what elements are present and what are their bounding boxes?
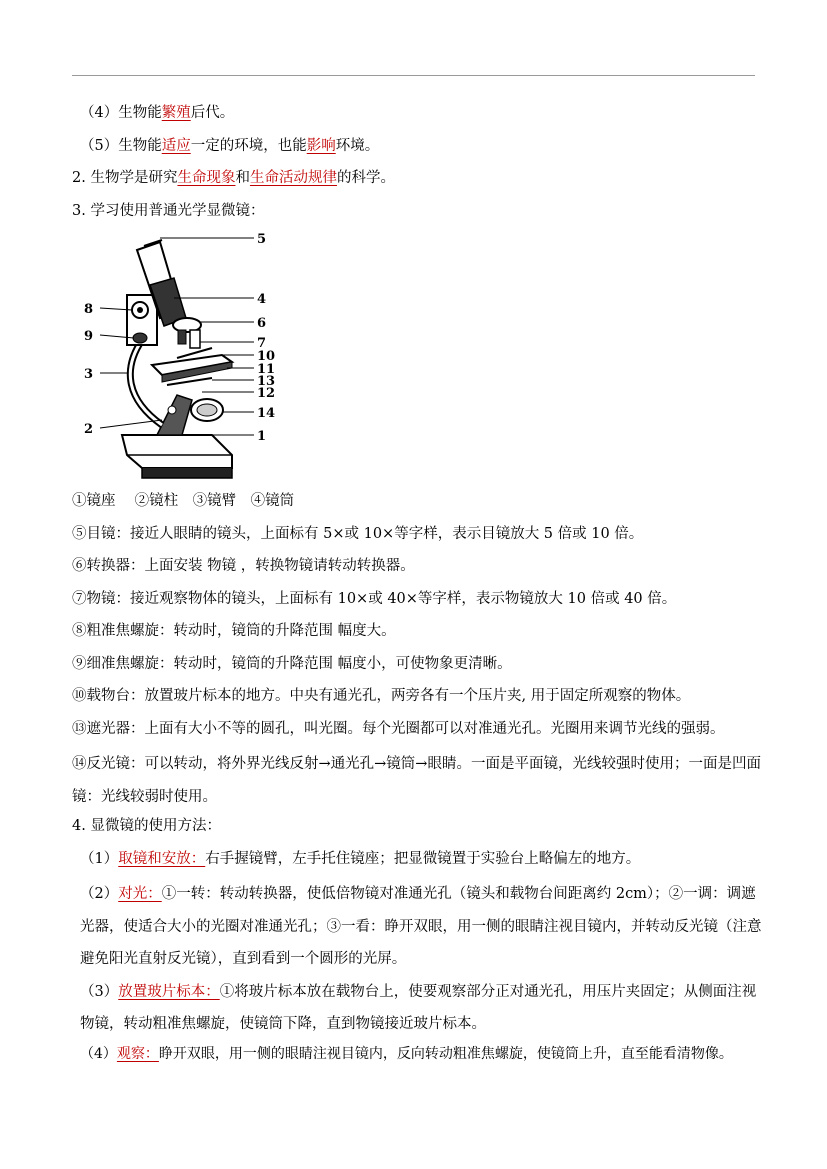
text: 的科学。 bbox=[336, 170, 395, 186]
step-number: （3） bbox=[80, 983, 119, 1000]
keyword-life-laws: 生命活动规律 bbox=[249, 170, 337, 186]
step-number: （1） bbox=[80, 850, 119, 867]
label-14: 14 bbox=[257, 406, 276, 421]
line-adapt bbox=[72, 133, 764, 166]
step-text: 睁开双眼，用一侧的眼睛注视目镜内，反向转动粗准焦螺旋，使镜筒上升，直至能看清物像。 bbox=[158, 1045, 733, 1062]
microscope-illustration bbox=[82, 230, 282, 480]
usage-step-2 bbox=[72, 878, 764, 976]
label-10: 10 bbox=[257, 349, 276, 364]
usage-step-3 bbox=[72, 976, 764, 1041]
label-5: 5 bbox=[257, 232, 267, 247]
label-8: 8 bbox=[84, 302, 94, 317]
part-nosepiece: ⑥转换器：上面安装 物镜 ，转换物镜请转动转换器。 bbox=[72, 558, 415, 574]
text: 环境。 bbox=[335, 137, 380, 154]
part-fine-focus: ⑨细准焦螺旋：转动时，镜筒的升降范围 幅度小，可使物象更清晰。 bbox=[72, 655, 512, 672]
label-1: 1 bbox=[257, 429, 267, 444]
step-text: ①一转：转动转换器，使低倍物镜对准通光孔（镜头和载物台间距离约 2cm）；②一调：调遮光器，使适合大小的光圈对准通光孔；③一看：睁开双眼，用一侧的眼睛注视目镜内，并转动反光镜（注意避免阳光直射反光镜），直到看到一个圆形的光屏。 bbox=[80, 886, 762, 967]
label-12: 12 bbox=[257, 386, 276, 401]
part-stage: ⑩载物台：放置玻片标本的地方。中央有通光孔，两旁各有一个压片夹, 用于固定所观察的物体。 bbox=[72, 688, 691, 704]
keyword-influence: 影响 bbox=[306, 137, 336, 154]
step-text: ①将玻片标本放在载物台上，使要观察部分正对通光孔，用压片夹固定；从侧面注视物镜，转动粗准焦螺旋，使镜筒下降，直到物镜接近玻片标本。 bbox=[80, 983, 757, 1032]
usage-step-4 bbox=[72, 1041, 764, 1074]
step-key-light: 对光： bbox=[118, 886, 162, 902]
keyword-adapt: 适应 bbox=[161, 137, 191, 154]
part-base-pillar-arm-tube: ①镜座 ②镜柱 ③镜臂 ④镜筒 bbox=[72, 493, 295, 509]
line-reproduce bbox=[72, 100, 764, 133]
label-9: 9 bbox=[84, 329, 94, 344]
label-7: 7 bbox=[257, 336, 267, 351]
keyword-life-phenomena: 生命现象 bbox=[177, 170, 236, 186]
part-mirror: ⑭反光镜：可以转动，将外界光线反射→通光孔→镜筒→眼睛。一面是平面镜，光线较强时使用；一面是凹面镜：光线较弱时使用。 bbox=[72, 756, 761, 805]
part-eyepiece: ⑤目镜：接近人眼睛的镜头，上面标有 5×或 10×等字样，表示目镜放大 5 倍或 10 倍。 bbox=[72, 525, 644, 542]
keyword-reproduce: 繁殖 bbox=[161, 105, 191, 121]
usage-step-1 bbox=[72, 846, 764, 879]
microscope-diagram bbox=[82, 230, 282, 480]
text: （4）生物能 bbox=[80, 105, 162, 121]
text: 和 bbox=[235, 170, 250, 186]
label-11: 11 bbox=[257, 362, 276, 377]
part-coarse-focus: ⑧粗准焦螺旋：转动时，镜筒的升降范围 幅度大。 bbox=[72, 623, 396, 639]
part-diaphragm: ⑬遮光器：上面有大小不等的圆孔，叫光圈。每个光圈都可以对准通光孔。光圈用来调节光线的强弱。 bbox=[72, 720, 725, 737]
step-key-slide: 放置玻片标本： bbox=[118, 983, 220, 1000]
label-6: 6 bbox=[257, 316, 267, 331]
step-text: 右手握镜臂，左手托住镜座；把显微镜置于实验台上略偏左的地方。 bbox=[205, 850, 641, 867]
usage-heading: 4. 显微镜的使用方法： bbox=[72, 818, 221, 834]
header-rule bbox=[72, 75, 755, 76]
document-body bbox=[72, 100, 764, 1073]
line-microscope-heading: 3. 学习使用普通光学显微镜： bbox=[72, 202, 265, 219]
step-number: （2） bbox=[80, 886, 119, 902]
label-4: 4 bbox=[257, 292, 267, 307]
label-2: 2 bbox=[84, 422, 94, 437]
text: （5）生物能 bbox=[80, 137, 162, 154]
step-key-observe: 观察： bbox=[116, 1045, 159, 1062]
step-key-take-place: 取镜和安放： bbox=[118, 850, 206, 867]
text: 一定的环境，也能 bbox=[190, 137, 307, 154]
line-biology-definition bbox=[72, 165, 764, 198]
part-objective: ⑦物镜：接近观察物体的镜头，上面标有 10×或 40×等字样，表示物镜放大 10 倍或 40 倍。 bbox=[72, 590, 677, 607]
label-3: 3 bbox=[84, 367, 94, 382]
label-13: 13 bbox=[257, 374, 276, 389]
step-number: （4） bbox=[80, 1045, 117, 1062]
text: 2. 生物学是研究 bbox=[72, 170, 178, 186]
text: 后代。 bbox=[190, 105, 235, 121]
